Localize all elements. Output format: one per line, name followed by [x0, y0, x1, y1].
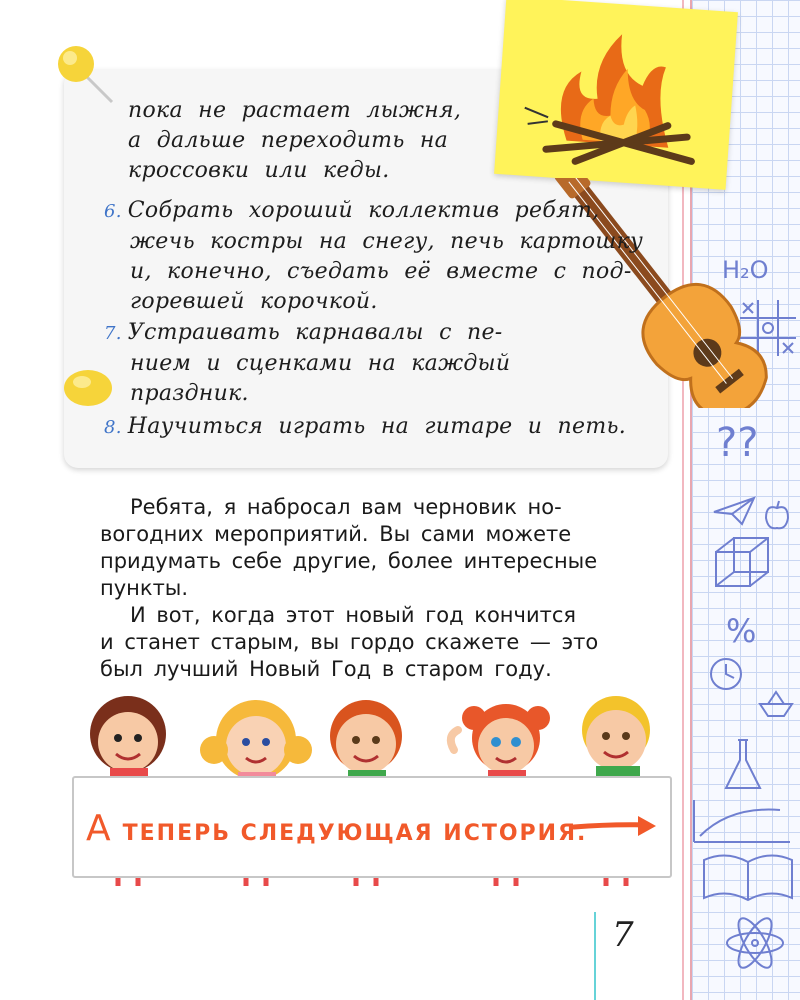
yellow-pushpin-icon: [46, 36, 118, 108]
list-item-6: [104, 196, 644, 317]
apple-icon: [762, 498, 792, 532]
clock-icon: [708, 656, 744, 692]
child-4: [451, 704, 550, 782]
text-line: горевшей корочкой.: [130, 289, 378, 314]
text-line: праздник.: [130, 381, 249, 406]
graph-doodle-icon: [690, 796, 794, 846]
banner-label: ТЕПЕРЬ СЛЕДУЮЩАЯ ИСТОРИЯ.: [122, 821, 588, 846]
text-line: нием и сценками на каждый: [130, 351, 511, 376]
child-2: [200, 700, 312, 784]
child-3: [330, 700, 402, 782]
text-line: Ребята, я набросал вам черновик но-: [130, 495, 562, 519]
text-line: придумать себе другие, более интересные: [100, 549, 598, 573]
atom-icon: [724, 912, 786, 974]
question-marks-doodle: ??: [716, 420, 759, 466]
arrow-right-icon: [572, 812, 662, 842]
paragraph-draft: [100, 494, 650, 602]
paragraph-new-year: [100, 602, 650, 683]
text-line: И вот, когда этот новый год кончится: [130, 603, 576, 627]
list-number: 8.: [104, 417, 122, 438]
page-number: 7: [612, 915, 634, 955]
cube-icon: [712, 534, 774, 592]
text-line: был лучший Новый Год в старом году.: [100, 657, 552, 681]
banner-first-letter: А: [86, 808, 113, 849]
paper-boat-icon: [758, 690, 794, 718]
campfire-icon: [494, 0, 738, 190]
text-line: вогодних мероприятий. Вы сами можете: [100, 522, 572, 546]
flask-icon: [720, 736, 766, 796]
list-number: 7.: [104, 323, 122, 344]
list-item-7: [104, 318, 534, 409]
text-line: Научиться играть на гитаре и петь.: [127, 414, 627, 439]
text-line: и станет старым, вы гордо скажете — это: [100, 630, 599, 654]
text-line: жечь костры на снегу, печь картошку: [130, 229, 644, 254]
text-line: пока не растает лыжня,: [128, 98, 462, 123]
child-5: [582, 696, 650, 780]
text-line: и, конечно, съедать её вместе с под-: [130, 259, 632, 284]
text-line: Устраивать карнавалы с пе-: [127, 320, 503, 345]
open-book-icon: [700, 848, 796, 902]
page-marker-line: [594, 912, 596, 1000]
child-1: [90, 696, 166, 780]
list-number: 6.: [104, 201, 122, 222]
h2o-formula-doodle: H₂O: [722, 256, 769, 284]
list-item-8: [104, 412, 644, 443]
text-line: кроссовки или кеды.: [128, 158, 390, 183]
list-continuation: [128, 96, 461, 186]
text-line: а дальше переходить на: [128, 128, 449, 153]
percent-doodle: %: [726, 612, 757, 650]
text-line: пункты.: [100, 576, 189, 600]
next-story-banner-text: [86, 808, 587, 849]
campfire-picture-card: [494, 0, 738, 190]
paper-plane-icon: [712, 496, 756, 526]
text-line: Собрать хороший коллектив ребят,: [127, 198, 600, 223]
